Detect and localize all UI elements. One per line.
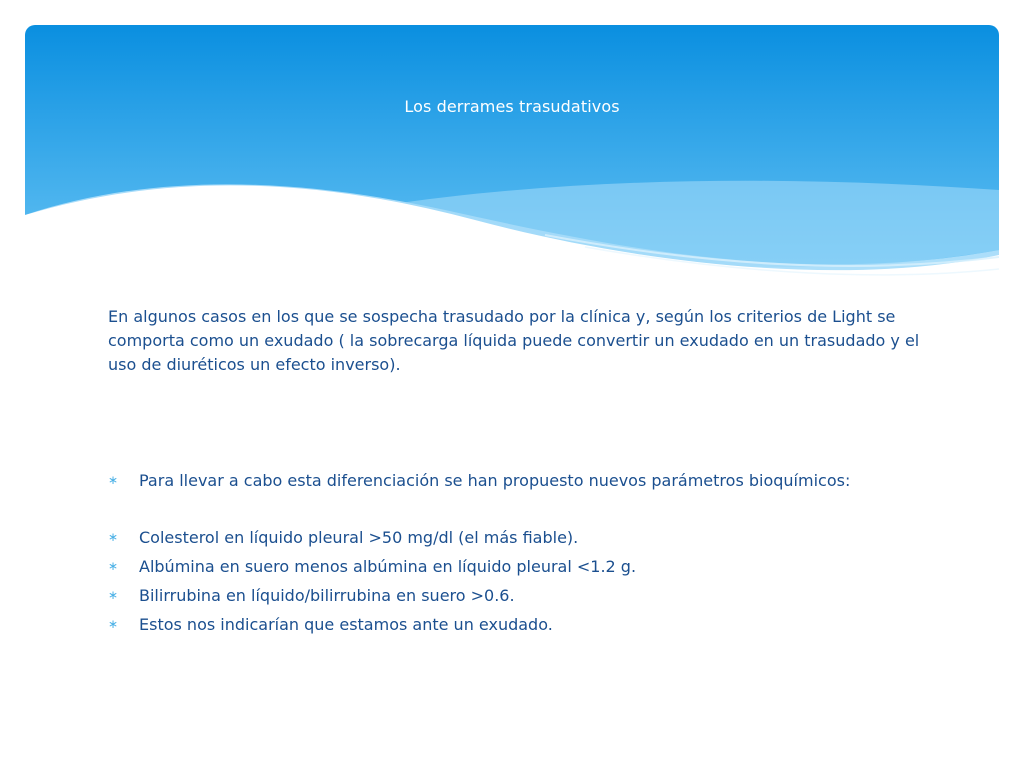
bullet-text: Albúmina en suero menos albúmina en líquido pleural <1.2 g. (139, 557, 637, 576)
slide-title: Los derrames trasudativos (404, 97, 620, 116)
bullet-text: Estos nos indicarían que estamos ante un exudado. (139, 615, 553, 634)
asterisk-bullet-icon: ∗ (108, 559, 119, 573)
list-item (108, 466, 968, 495)
header-banner (25, 25, 999, 290)
bullet-text: Para llevar a cabo esta diferenciación se han propuesto nuevos parámetros bioquímicos: (139, 471, 851, 490)
header-wave-graphic (25, 25, 999, 290)
list-item (108, 523, 968, 552)
list-item (108, 610, 968, 639)
bullet-list (108, 466, 968, 639)
asterisk-bullet-icon: ∗ (108, 588, 119, 602)
asterisk-bullet-icon: ∗ (108, 473, 119, 487)
bullet-text: Colesterol en líquido pleural >50 mg/dl (el más fiable). (139, 528, 579, 547)
asterisk-bullet-icon: ∗ (108, 617, 119, 631)
asterisk-bullet-icon: ∗ (108, 530, 119, 544)
bullet-text: Bilirrubina en líquido/bilirrubina en suero >0.6. (139, 586, 515, 605)
intro-paragraph: En algunos casos en los que se sospecha trasudado por la clínica y, según los criterios de Light se comporta como un exudado ( la sobrecarga líquida puede convertir un exudado en un trasudado y el uso de diuréticos un efecto inverso). (108, 307, 920, 374)
list-item (108, 552, 968, 581)
list-item (108, 581, 968, 610)
